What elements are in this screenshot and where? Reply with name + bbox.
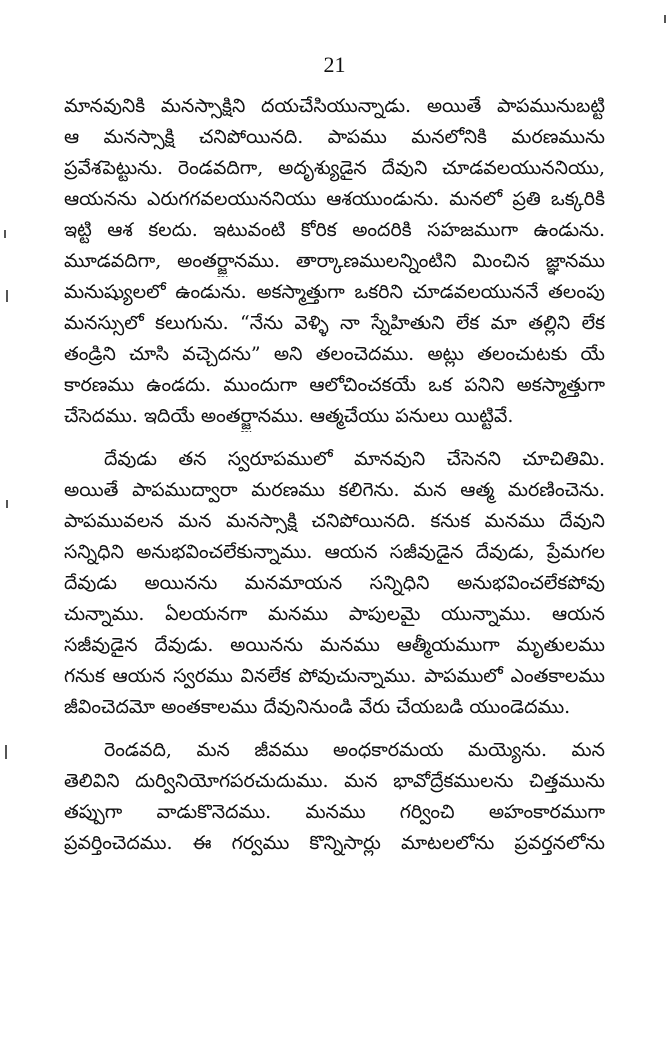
text-line: మనుష్యులలో ఉండును. అకస్మాత్తుగా ఒకరిని చూడవలయుననే తలంపు (64, 281, 605, 303)
text-line: ఆ మనస్సాక్షి చనిపోయినది. పాపము మనలోనికి మరణమును (64, 126, 605, 148)
text-line: జీవించెదమో అంతకాలము దేవునినుండి వేరు చేయబడి యుండెదము. (64, 696, 571, 718)
margin-scan-mark (5, 745, 7, 759)
text-line: దేవుడు తన స్వరూపములో మానవుని చేసెనని చూచితిమి. (104, 448, 605, 470)
margin-scan-mark (664, 15, 666, 23)
text-line: తప్పుగా వాడుకొనెదము. మనము గర్వించి అహంకారముగా (64, 801, 605, 823)
text-line: ఇట్టి ఆశ కలదు. ఇటువంటి కోరిక అందరికి సహజముగా ఉండును. (64, 219, 605, 241)
text-line: రెండవది, మన జీవము అంధకారమయ మయ్యెను. మన (104, 739, 605, 761)
text-line: మనస్సులో కలుగును. “నేను వెళ్ళి నా స్నేహితుని లేక మా తల్లిని లేక (64, 312, 605, 334)
text-line: తెలివిని దుర్వినియోగపరచుదుము. మన భావోద్రేకములను చిత్తమును (64, 770, 605, 792)
page-number: 21 (323, 52, 346, 77)
margin-scan-mark (4, 230, 6, 238)
text-line: చున్నాము. ఏలయనగా మనము పాపులమై యున్నాము. ఆయన (64, 603, 605, 625)
text-line: అయితే పాపముద్వారా మరణము కలిగెను. మన ఆత్మ మరణించెను. (64, 479, 605, 501)
text-line: కారణము ఉండదు. ముందుగా ఆలోచించకయే ఒక పనిని అకస్మాత్తుగా (64, 374, 605, 396)
paragraph-gap (64, 723, 605, 735)
text-line: సజీవుడైన దేవుడు. అయినను మనము ఆత్మీయముగా మృతులము (64, 634, 605, 656)
margin-scan-mark (6, 290, 8, 302)
body-text (64, 91, 605, 859)
margin-scan-mark (6, 500, 8, 508)
text-line: ప్రవేశపెట్టును. రెండవదిగా, అదృశ్యుడైన దేవుని చూడవలయుననియు, (64, 157, 605, 179)
paragraph-gap (64, 432, 605, 444)
text-line: సన్నిధిని అనుభవించలేకున్నాము. ఆయన సజీవుడైన దేవుడు, ప్రేమగల (64, 541, 605, 563)
text-line: తండ్రిని చూసి వచ్చెదను” అని తలంచెదము. అట్లు తలంచుటకు యే (64, 343, 605, 365)
paragraph (64, 735, 605, 859)
text-line: మూడవదిగా, అంతర్జ్ఞానము. తార్కాణములన్నింటిని మించిన జ్ఞానము (64, 250, 605, 272)
text-line: మానవునికి మనస్సాక్షిని దయచేసియున్నాడు. అయితే పాపమునుబట్టి (64, 95, 605, 117)
text-line: దేవుడు అయినను మనమాయన సన్నిధిని అనుభవించలేకపోవు (64, 572, 605, 594)
text-line: గనుక ఆయన స్వరము వినలేక పోవుచున్నాము. పాపములో ఎంతకాలము (64, 665, 605, 687)
paragraph (64, 91, 605, 432)
text-line: చేసెదము. ఇదియే అంతర్జ్ఞానము. ఆత్మచేయు పనులు యిట్టివే. (64, 405, 514, 427)
text-line: పాపమువలన మన మనస్సాక్షి చనిపోయినది. కనుక మనము దేవుని (64, 510, 605, 532)
text-line: ఆయనను ఎరుగగవలయుననియు ఆశయుండును. మనలో ప్రతి ఒక్కరికి (64, 188, 605, 210)
paragraph (64, 444, 605, 723)
text-line: ప్రవర్తించెదము. ఈ గర్వము కొన్నిసార్లు మాటలలోను ప్రవర్తనలోను (64, 832, 605, 854)
